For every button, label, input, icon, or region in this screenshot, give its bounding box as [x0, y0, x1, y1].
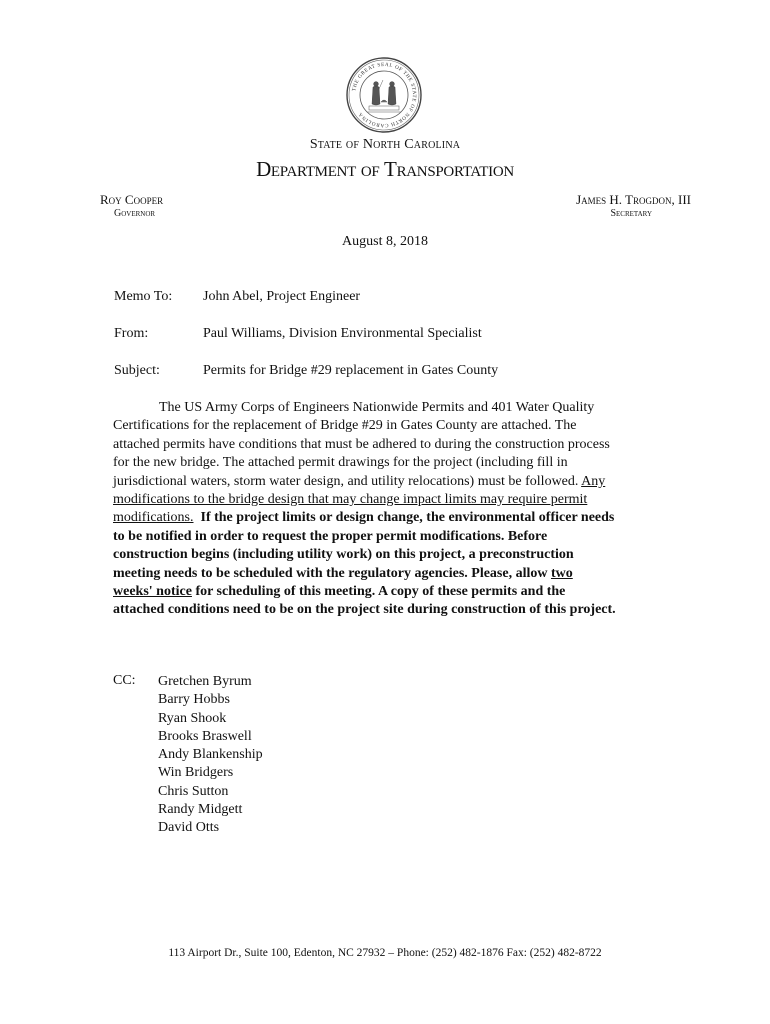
body-underlined-text: modifications. — [113, 510, 194, 526]
body-underlined-line: modifications to the bridge design that may change impact limits may require permit — [113, 492, 588, 508]
body-line — [113, 565, 665, 583]
body-bold-line: construction begins (including utility work) on this project, a preconstruction — [113, 547, 574, 563]
cc-name: Andy Blankenship — [158, 747, 263, 763]
svg-text:THE GREAT SEAL OF THE STATE OF — [351, 62, 417, 128]
memo-from-value: Paul Williams, Division Environmental Specialist — [203, 326, 482, 341]
body-line: The US Army Corps of Engineers Nationwide Permits and 401 Water Quality — [159, 400, 595, 415]
footer-address: 113 Airport Dr., Suite 100, Edenton, NC 27932 – Phone: (252) 482-1876 Fax: (252) 482-8722 — [168, 947, 602, 959]
body-line: for the new bridge. The attached permit drawings for the project (including fill in — [113, 455, 568, 471]
cc-name: Gretchen Byrum — [158, 674, 252, 689]
memo-subject-value: Permits for Bridge #29 replacement in Gates County — [203, 363, 499, 378]
secretary-name: James H. Trogdon, III — [576, 192, 691, 207]
body-bold-line: attached conditions need to be on the project site during construction of this project. — [113, 602, 616, 618]
state-name: State of North Carolina — [309, 137, 461, 152]
body-bold-underlined-text: two — [550, 565, 573, 581]
body-bold-underlined-text: weeks' notice — [113, 584, 192, 600]
cc-label: CC: — [113, 673, 136, 688]
seal-text: THE GREAT SEAL OF THE STATE OF NORTH CAROLINA — [351, 61, 418, 129]
cc-name: Randy Midgett — [158, 802, 243, 818]
memo-body — [113, 399, 665, 620]
cc-name: David Otts — [158, 820, 220, 836]
body-bold-text: If the project limits or design change, the environmental officer needs — [200, 510, 615, 526]
state-seal — [345, 56, 423, 134]
body-line — [113, 583, 665, 601]
body-line — [113, 509, 665, 527]
body-line — [113, 473, 665, 491]
cc-list — [158, 673, 263, 838]
body-line: Certifications for the replacement of Bridge #29 in Gates County are attached. The — [113, 418, 577, 434]
memo-to-value: John Abel, Project Engineer — [203, 289, 361, 304]
body-line: attached permits have conditions that must be adhered to during the construction process — [113, 436, 610, 452]
cc-name: Chris Sutton — [158, 783, 229, 799]
cc-name: Barry Hobbs — [158, 692, 230, 708]
secretary-title: Secretary — [610, 208, 652, 219]
seal-icon — [345, 56, 423, 134]
body-underlined-text: Any — [581, 473, 606, 489]
memo-from-label: From: — [114, 326, 149, 341]
body-text: jurisdictional waters, storm water design, and utility relocations) must be followed. — [113, 473, 582, 489]
governor-title: Governor — [114, 208, 156, 219]
memo-subject-label: Subject: — [114, 363, 160, 378]
cc-name: Win Bridgers — [158, 765, 234, 781]
body-bold-line: to be notified in order to request the proper permit modifications. Before — [113, 528, 548, 544]
department-name: Department of Transportation — [256, 157, 514, 181]
memo-to-label: Memo To: — [114, 289, 173, 304]
governor-name: Roy Cooper — [100, 192, 164, 207]
body-bold-text: for scheduling of this meeting. A copy of these permits and the — [191, 584, 566, 600]
body-bold-text: meeting needs to be scheduled with the regulatory agencies. Please, allow — [113, 565, 551, 581]
cc-name: Brooks Braswell — [158, 728, 252, 744]
cc-name: Ryan Shook — [158, 710, 227, 726]
memo-date: August 8, 2018 — [342, 234, 428, 249]
